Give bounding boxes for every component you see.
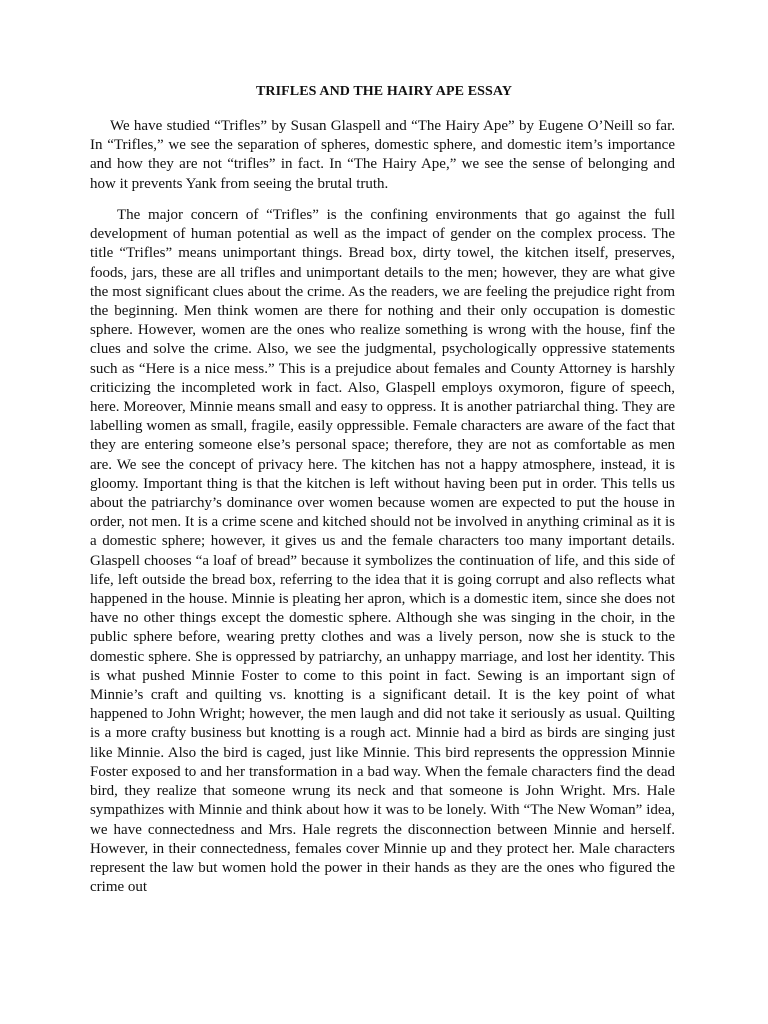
paragraph-trifles-analysis: The major concern of “Trifles” is the confining environments that go against the full development of human potential as well as the impact of gender on the complex process. The title “Trifles” means unimportant things. Bread box, dirty towel, the kitchen itself, preserves, foods, jars, these are all trifles and unimportant details to the men; however, they are what give the most significant clues about the crime. As the readers, we are feeling the prejudice right from the beginning. Men think women are there for nothing and their only occupation is domestic sphere. However, women are the ones who realize something is wrong with the house, finf the clues and solve the crime. Also, we see the judgmental, psychologically oppressive statements such as “Here is a nice mess.” This is a prejudice about females and County Attorney is harshly criticizing the incompleted work in fact. Also, Glaspell employs oxymoron, figure of speech, here. Moreover, Minnie means small and easy to oppress. It is another patriarchal thing. They are labelling women as small, fragile, easily oppressible. Female characters are aware of the fact that they are entering someone else’s personal space; therefore, they are not as comfortable as men are. We see the concept of privacy here. The kitchen has not a happy atmosphere, instead, it is gloomy. Important thing is that the kitchen is left without having been put in order. This tells us about the patriarchy’s dominance over women because women are expected to put the house in order, not men. It is a crime scene and kitched should not be involved in anything criminal as it is a domestic sphere; however, it gives us and the female characters too many important details. Glaspell chooses “a loaf of bread” because it symbolizes the continuation of life, and this side of life, left outside the bread box, referring to the idea that it is going corrupt and also reflects what happened in the house. Minnie is pleating her apron, which is a domestic item, since she does not have no other things except the domestic sphere. Although she was singing in the choir, in the public sphere before, wearing pretty clothes and was a lively person, now she is stuck to the domestic sphere. She is oppressed by patriarchy, an unhappy marriage, and lost her identity. This is what pushed Minnie Foster to come to this point in fact. Sewing is an important sign of Minnie’s craft and quilting vs. knotting is a significant detail. It is the key point of what happened to John Wright; however, the men laugh and did not take it seriously as usual. Quilting is a more crafty business but knotting is a rough act. Minnie had a bird as birds are singing just like Minnie. Also the bird is caged, just like Minnie. This bird represents the oppression Minnie Foster exposed to and her transformation in a bad way. When the female characters find the dead bird, they realize that someone wrung its neck and that someone is John Wright. Mrs. Hale sympathizes with Minnie and think about how it was to be lonely. With “The New Woman” idea, we have connectedness and Mrs. Hale regrets the disconnection between Minnie and herself. However, in their connectedness, females cover Minnie up and they protect her. Male characters represent the law but women hold the power in their hands as they are the ones who figured the crime out	[90, 207, 675, 896]
paragraph-intro: We have studied “Trifles” by Susan Glaspell and “The Hairy Ape” by Eugene O’Neill so far. In “Trifles,” we see the separation of spheres, domestic sphere, and domestic item’s importance and how they are not “trifles” in fact. In “The Hairy Ape,” we see the sense of belonging and how it prevents Yank from seeing the brutal truth.	[90, 118, 675, 192]
essay-title: TRIFLES AND THE HAIRY APE ESSAY	[255, 84, 513, 99]
